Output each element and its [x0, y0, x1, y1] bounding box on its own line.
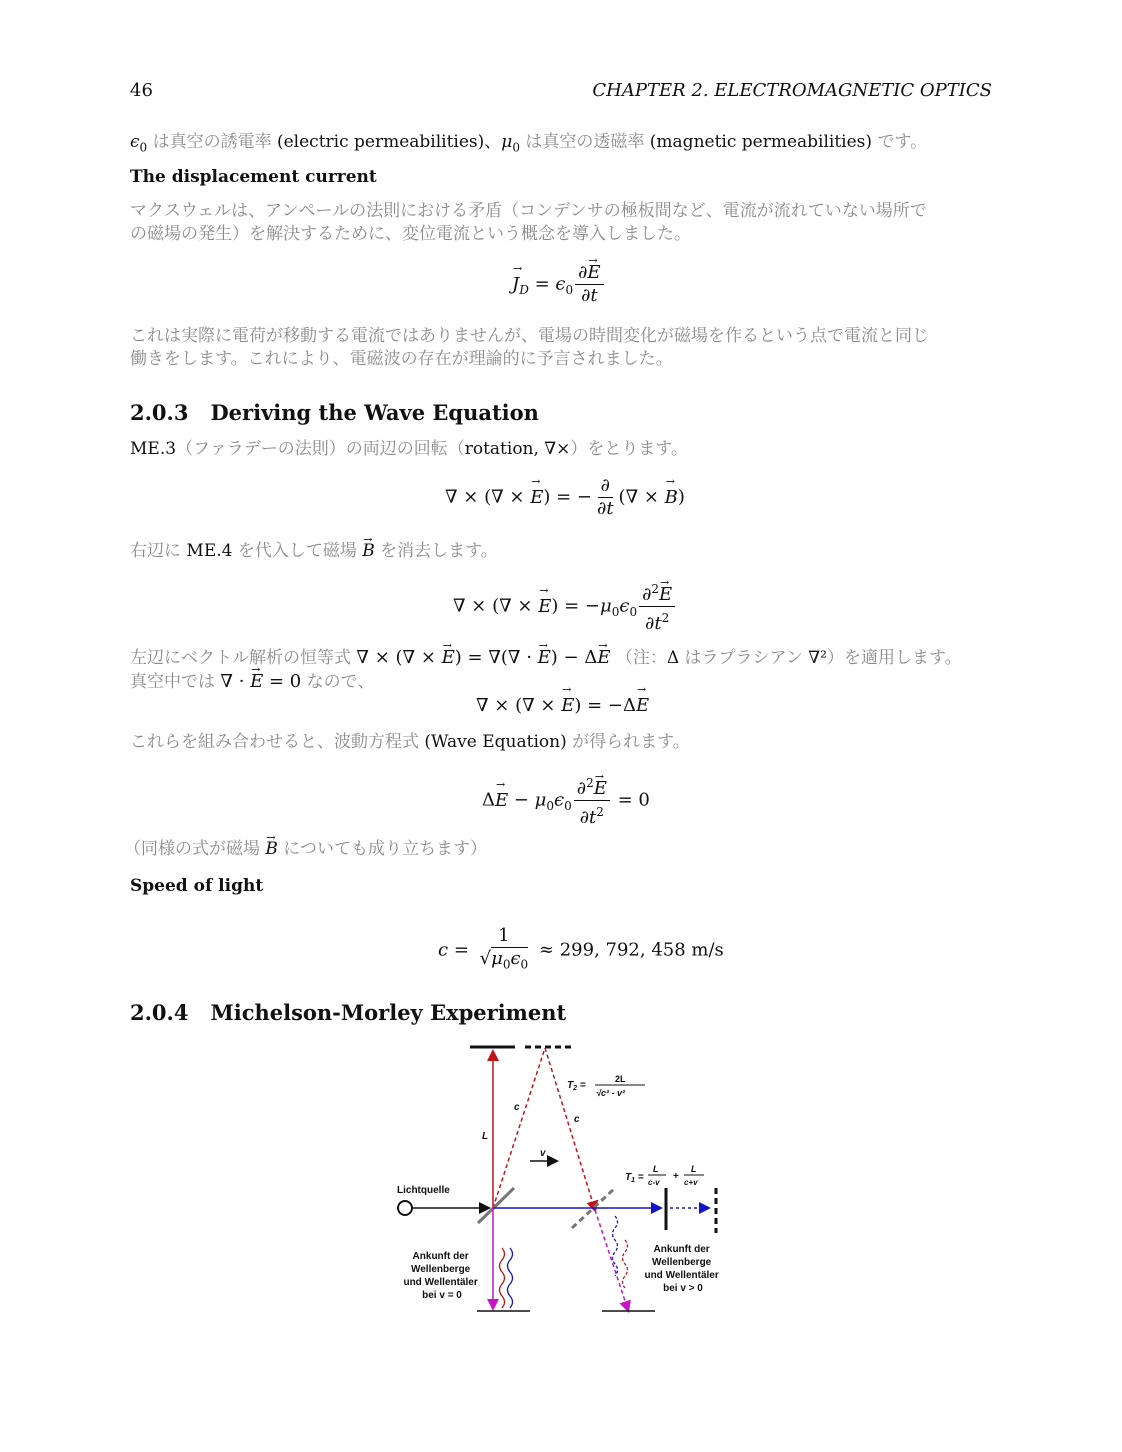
t1-label: $T_1$ = — [625, 1172, 644, 1184]
slant-ray-down — [545, 1048, 595, 1210]
t1-num1: L — [653, 1164, 659, 1174]
equation-speed-of-light: c = $\frac{1}{√\mu_0\epsilon_0}$ ≈ 299, 792, 458 m/s — [438, 925, 724, 972]
slant-ray-up — [493, 1048, 545, 1208]
t1-num2: L — [691, 1164, 697, 1174]
speed-heading: Speed of light — [130, 876, 264, 896]
page-number: 46 — [130, 80, 153, 101]
chapter-header: CHAPTER 2. ELECTROMAGNETIC OPTICS — [592, 80, 992, 101]
light-source-icon — [398, 1201, 412, 1215]
t1-den2: c+v — [684, 1178, 698, 1187]
label-c2: c — [574, 1114, 580, 1125]
label-c1: c — [514, 1102, 520, 1113]
section-203-line2: 右辺に ME.4 を代入して磁場 → B を消去します。 — [130, 540, 498, 563]
t1-den1: c-v — [648, 1178, 660, 1187]
equation-curl-curl-e: ∇ × (∇ × → E) = − $\frac{\partial}{\partial t}$ (∇ × → B) — [445, 475, 685, 520]
displacement-para1: マクスウェルは、アンペールの法則における矛盾（コンデンサの極板間など、電流が流れていない場所で の磁場の発生）を解決するために、変位電流という概念を導入しました。 — [130, 201, 927, 244]
t1-plus: + — [673, 1171, 679, 1182]
wave-left-red — [500, 1248, 505, 1308]
section-2-0-3-heading: 2.0.3 Deriving the Wave Equation — [130, 400, 539, 425]
section-203-line6: （同様の式が磁場 → B についても成り立ちます） — [124, 838, 487, 861]
t2-numerator: 2L — [615, 1074, 626, 1084]
section-203-line4: 真空中では ∇ · → E = 0 なので、 — [130, 670, 374, 694]
section-203-line5: これらを組み合わせると、波動方程式 (Wave Equation) が得られます。 — [130, 732, 690, 752]
displacement-para2: これは実際に電荷が移動する電流ではありませんが、電場の時間変化が磁場を作るという点で電流と同じ 働きをします。これにより、電磁波の存在が理論的に予言されました。 — [130, 326, 929, 369]
t2-denominator: √c² - v² — [596, 1088, 625, 1098]
t2-label: $T_2$ = — [567, 1080, 586, 1092]
label-v: v — [540, 1148, 546, 1159]
right-caption: Ankunft der Wellenberge und Wellentäler bei v > 0 — [644, 1244, 719, 1294]
wave-right-red — [623, 1240, 628, 1288]
equation-curl-curl-laplace: ∇ × (∇ × → E) = −Δ→ E — [476, 695, 649, 716]
equation-curl-curl-e-2: ∇ × (∇ × → $E) = -\mu_0\epsilon_0$ $\frac{\partial^2\to E}{\partial t^2}$ — [453, 578, 677, 635]
section-2-0-4-heading: 2.0.4 Michelson-Morley Experiment — [130, 1000, 567, 1025]
left-caption: Ankunft der Wellenberge und Wellentäler bei v = 0 — [403, 1251, 478, 1301]
displacement-heading: The displacement current — [130, 167, 377, 187]
section-203-line1: ME.3（ファラデーの法則）の両辺の回転（rotation, ∇×）をとります。 — [130, 439, 689, 459]
section-203-line3: 左辺にベクトル解析の恒等式 ∇ × (∇ × → E) = ∇(∇ · → E) − Δ→ E （注：Δ はラプラシアン ∇²）を適用します。 — [130, 646, 962, 670]
michelson-morley-diagram — [390, 1038, 735, 1318]
intro-line: $\epsilon_0$ は真空の誘電率 (electric permeabilities)、$\mu_0$ は真空の透磁率 (magnetic permeabilities) です。 — [130, 132, 928, 155]
equation-jd: → $J_D = \epsilon_0$ $\frac{\partial\to E}{\partial t}$ — [512, 262, 606, 307]
wave-left-blue — [508, 1248, 513, 1308]
equation-wave: $\Delta\to E - \mu_0\epsilon_0$ $\frac{\partial^2\to E}{\partial t^2}$ = 0 — [482, 772, 650, 829]
light-source-label: Lichtquelle — [397, 1185, 450, 1196]
beam-splitter — [478, 1188, 514, 1223]
label-L: L — [482, 1131, 489, 1142]
